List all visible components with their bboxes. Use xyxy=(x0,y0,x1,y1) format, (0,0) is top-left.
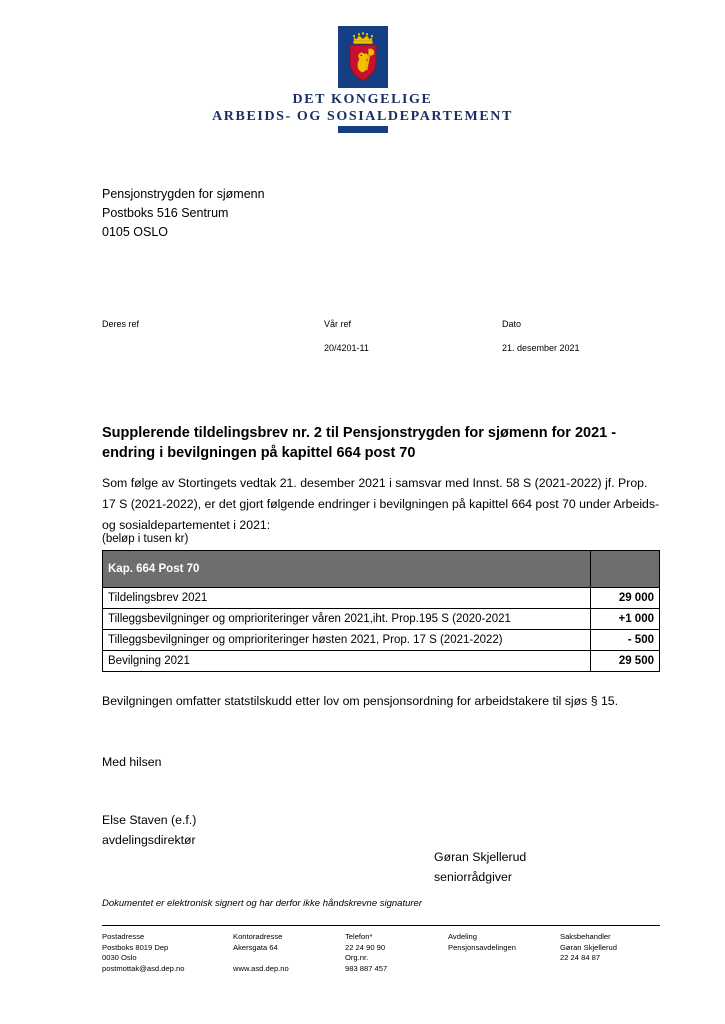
footer-line: 0030 Oslo xyxy=(102,953,137,962)
footer-website: www.asd.dep.no xyxy=(233,963,289,973)
deres-ref-column xyxy=(102,318,139,342)
department-line-1: DET KONGELIGE xyxy=(292,92,433,107)
footer-heading: Telefon* xyxy=(345,932,373,941)
table-body xyxy=(103,588,660,672)
footer-column-postadresse xyxy=(102,932,184,974)
footer-heading: Postadresse xyxy=(102,932,145,941)
table-header-label: Kap. 664 Post 70 xyxy=(103,551,591,588)
footer-line: 983 887 457 xyxy=(345,963,388,973)
letterhead xyxy=(0,26,725,133)
document-title: Supplerende tildelingsbrev nr. 2 til Pensjonstrygden for sjømenn for 2021 - endring i bevilgningen på kapittel 664 post 70 xyxy=(102,424,617,461)
footer-divider xyxy=(102,925,660,926)
footer-line: Pensjonsavdelingen xyxy=(448,942,516,952)
closing-paragraph: Bevilgningen omfatter statstilskudd etter lov om pensjonsordning for arbeidstakere til sjøs § 15. xyxy=(102,694,619,709)
table-row xyxy=(103,651,660,672)
regards-line: Med hilsen xyxy=(102,755,162,769)
recipient-line-1: Pensjonstrygden for sjømenn xyxy=(102,187,265,201)
footer-line: Akersgata 64 xyxy=(233,942,278,952)
signer-title-secondary: seniorrådgiver xyxy=(434,870,512,884)
footer-subheading: Org.nr. xyxy=(345,953,369,962)
crest-background xyxy=(338,26,388,88)
row-label: Tildelingsbrev 2021 xyxy=(103,588,591,609)
signer-title-primary: avdelingsdirektør xyxy=(102,833,196,847)
table-row xyxy=(103,588,660,609)
recipient-line-2: Postboks 516 Sentrum xyxy=(102,206,229,220)
signer-name-secondary: Gøran Skjellerud xyxy=(434,850,527,864)
footer-heading: Avdeling xyxy=(448,932,477,941)
norwegian-coat-of-arms-icon xyxy=(346,30,380,84)
intro-paragraph: Som følge av Stortingets vedtak 21. desember 2021 i samsvar med Innst. 58 S (2021-2022) jf. Prop. 17 S (2021-2022), er det gjort følgende endringer i bevilgningen på kapittel 664 post 70 under Arbeids- og sosialdepartementet i 2021: xyxy=(102,476,660,533)
footer-line: 22 24 84 87 xyxy=(560,953,601,962)
signature-left xyxy=(102,810,196,850)
table-caption: (beløp i tusen kr) xyxy=(102,533,189,545)
recipient-address xyxy=(102,185,265,242)
var-ref-label: Vår ref xyxy=(324,319,352,329)
signer-name-primary: Else Staven (e.f.) xyxy=(102,813,197,827)
dato-column xyxy=(502,318,580,355)
footer-column-kontoradresse xyxy=(233,932,289,974)
dato-label: Dato xyxy=(502,319,522,329)
footer-column-avdeling xyxy=(448,932,516,953)
letterhead-accent-bar xyxy=(338,126,388,133)
dato-value: 21. desember 2021 xyxy=(502,343,580,353)
row-amount: +1 000 xyxy=(591,609,660,630)
row-amount: 29 500 xyxy=(591,651,660,672)
table-row xyxy=(103,630,660,651)
footer-heading: Saksbehandler xyxy=(560,932,611,941)
department-line-2: ARBEIDS- OG SOSIALDEPARTEMENT xyxy=(212,109,513,125)
footer-email: postmottak@asd.dep.no xyxy=(102,963,185,973)
row-label: Bevilgning 2021 xyxy=(103,651,591,672)
budget-table xyxy=(102,550,660,672)
footer-column-saksbehandler xyxy=(560,932,617,964)
var-ref-value: 20/4201-11 xyxy=(324,343,369,353)
var-ref-column xyxy=(324,318,369,355)
table-header-amount xyxy=(591,551,660,588)
electronic-signature-note: Dokumentet er elektronisk signert og har derfor ikke håndskrevne signaturer xyxy=(102,898,422,909)
table-header-row xyxy=(103,551,660,588)
signature-right xyxy=(434,847,526,887)
row-label: Tilleggsbevilgninger og omprioriteringer høsten 2021, Prop. 17 S (2021-2022) xyxy=(103,630,591,651)
row-amount: - 500 xyxy=(591,630,660,651)
footer-line: Gøran Skjellerud xyxy=(560,942,617,952)
footer-line: Postboks 8019 Dep xyxy=(102,942,169,952)
footer-heading: Kontoradresse xyxy=(233,932,283,941)
deres-ref-label: Deres ref xyxy=(102,319,140,329)
footer-column-telefon xyxy=(345,932,387,974)
footer-line: 22 24 90 90 xyxy=(345,942,386,952)
row-label: Tilleggsbevilgninger og omprioriteringer våren 2021,iht. Prop.195 S (2020-2021 xyxy=(103,609,591,630)
recipient-line-3: 0105 OSLO xyxy=(102,225,169,239)
footer-spacer xyxy=(233,953,289,964)
row-amount: 29 000 xyxy=(591,588,660,609)
table-row xyxy=(103,609,660,630)
